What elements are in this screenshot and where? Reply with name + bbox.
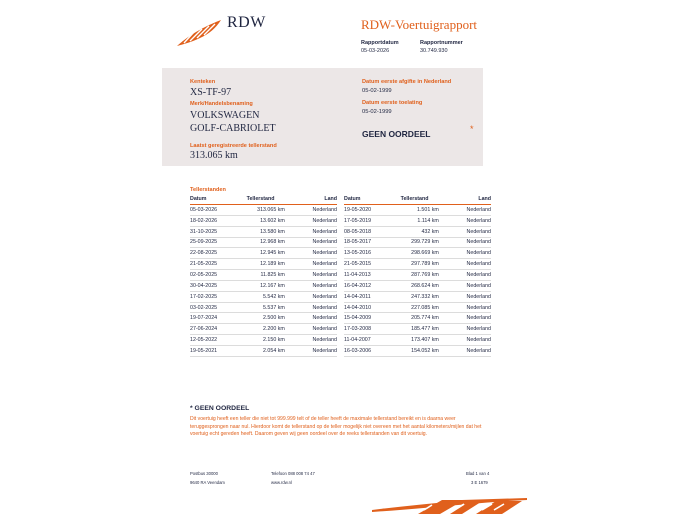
cell-country: Nederland — [285, 226, 337, 237]
cell-odometer: 2.054 km — [237, 345, 285, 356]
make-label: Merk/Handelsbenaming — [190, 101, 253, 107]
cell-date: 17-02-2025 — [190, 291, 237, 302]
cell-odometer: 1.114 km — [391, 215, 439, 226]
cell-country: Nederland — [285, 237, 337, 248]
cell-country: Nederland — [285, 335, 337, 346]
last-odometer-value: 313.065 km — [190, 150, 238, 161]
cell-odometer: 154.052 km — [391, 345, 439, 356]
cell-date: 31-10-2025 — [190, 226, 237, 237]
cell-country: Nederland — [439, 259, 491, 270]
cell-odometer: 12.968 km — [237, 237, 285, 248]
cell-odometer: 268.624 km — [391, 280, 439, 291]
table-row — [190, 215, 337, 226]
cell-country: Nederland — [439, 270, 491, 281]
odometer-section-title: Tellerstanden — [190, 187, 226, 193]
footer-website: www.rdw.nl — [271, 480, 292, 485]
cell-country: Nederland — [285, 302, 337, 313]
cell-odometer: 13.580 km — [237, 226, 285, 237]
table-row — [344, 335, 491, 346]
cell-date: 05-03-2026 — [190, 205, 237, 216]
first-admission-value: 05-02-1999 — [362, 109, 392, 115]
cell-date: 17-05-2019 — [344, 215, 391, 226]
table-header-row — [344, 195, 491, 205]
footer-page-number: Blad 1 van 4 — [466, 471, 490, 476]
cell-odometer: 12.945 km — [237, 248, 285, 259]
cell-country: Nederland — [439, 291, 491, 302]
cell-date: 27-06-2024 — [190, 324, 237, 335]
cell-odometer: 2.500 km — [237, 313, 285, 324]
cell-date: 02-05-2025 — [190, 270, 237, 281]
cell-country: Nederland — [439, 226, 491, 237]
header-date: Datum — [190, 195, 237, 205]
cell-country: Nederland — [285, 248, 337, 259]
cell-odometer: 299.729 km — [391, 237, 439, 248]
cell-odometer: 12.189 km — [237, 259, 285, 270]
cell-date: 17-03-2008 — [344, 324, 391, 335]
odometer-table-left — [190, 195, 337, 357]
cell-country: Nederland — [285, 345, 337, 356]
cell-date: 11-04-2013 — [344, 270, 391, 281]
cell-date: 19-07-2024 — [190, 313, 237, 324]
cell-country: Nederland — [439, 324, 491, 335]
first-admission-label: Datum eerste toelating — [362, 100, 423, 106]
last-odometer-label: Laatst geregistreerde tellerstand — [190, 143, 277, 149]
footer-phone: Telefoon 088 008 74 47 — [271, 471, 315, 476]
cell-country: Nederland — [285, 215, 337, 226]
cell-odometer: 5.537 km — [237, 302, 285, 313]
table-row — [190, 291, 337, 302]
footer-code: 3 E 1679 — [471, 480, 488, 485]
cell-odometer: 11.825 km — [237, 270, 285, 281]
cell-odometer: 205.774 km — [391, 313, 439, 324]
cell-odometer: 5.542 km — [237, 291, 285, 302]
cell-odometer: 247.332 km — [391, 291, 439, 302]
cell-date: 11-04-2007 — [344, 335, 391, 346]
cell-odometer: 298.669 km — [391, 248, 439, 259]
plate-label: Kenteken — [190, 79, 216, 85]
table-row — [344, 324, 491, 335]
table-row — [344, 215, 491, 226]
table-row — [344, 259, 491, 270]
cell-country: Nederland — [285, 313, 337, 324]
cell-odometer: 313.065 km — [237, 205, 285, 216]
table-row — [344, 205, 491, 216]
table-row — [344, 280, 491, 291]
cell-odometer: 13.602 km — [237, 215, 285, 226]
cell-country: Nederland — [439, 313, 491, 324]
note-text: Dit voertuig heeft een teller die niet tot 999.999 telt of de teller heeft de maximale tellerstand bereikt en is daarna weer teruggesprongen naar nul. Hierdoor komt de tellerstand op de teller mogelijk niet overeen met het aantal kilometers/mijlen dat het voertuig echt gereden heeft. Daarom geven wij geen oordeel over de reeks tellerstanden van dit voertuig. — [190, 416, 482, 438]
cell-date: 08-05-2018 — [344, 226, 391, 237]
cell-date: 21-05-2025 — [190, 259, 237, 270]
table-row — [344, 302, 491, 313]
table-row — [344, 291, 491, 302]
cell-odometer: 297.789 km — [391, 259, 439, 270]
cell-country: Nederland — [285, 291, 337, 302]
cell-date: 22-08-2025 — [190, 248, 237, 259]
cell-country: Nederland — [439, 215, 491, 226]
report-date-value: 05-03-2026 — [361, 48, 390, 54]
table-row — [344, 226, 491, 237]
cell-date: 03-02-2025 — [190, 302, 237, 313]
footer-decoration-icon — [372, 496, 527, 514]
cell-date: 25-09-2025 — [190, 237, 237, 248]
cell-country: Nederland — [285, 205, 337, 216]
cell-odometer: 287.769 km — [391, 270, 439, 281]
cell-date: 18-05-2017 — [344, 237, 391, 248]
note-title: * GEEN OORDEEL — [190, 405, 250, 412]
header-country: Land — [285, 195, 337, 205]
cell-country: Nederland — [439, 205, 491, 216]
report-title: RDW-Voertuigrapport — [361, 17, 478, 32]
table-row — [344, 248, 491, 259]
cell-odometer: 2.150 km — [237, 335, 285, 346]
cell-country: Nederland — [439, 248, 491, 259]
plate-value: XS-TF-97 — [190, 87, 232, 98]
model-value: GOLF-CABRIOLET — [190, 123, 276, 134]
table-row — [190, 280, 337, 291]
first-issue-nl-value: 05-02-1999 — [362, 88, 392, 94]
header-odometer: Tellerstand — [237, 195, 285, 205]
cell-odometer: 2.200 km — [237, 324, 285, 335]
table-row — [344, 270, 491, 281]
footer-address-line1: Postbus 30000 — [190, 471, 218, 476]
table-row — [190, 335, 337, 346]
brand-name: RDW — [227, 14, 266, 31]
table-row — [190, 313, 337, 324]
cell-date: 14-04-2011 — [344, 291, 391, 302]
cell-odometer: 173.407 km — [391, 335, 439, 346]
make-value: VOLKSWAGEN — [190, 110, 260, 121]
table-row — [190, 302, 337, 313]
cell-country: Nederland — [439, 237, 491, 248]
cell-odometer: 432 km — [391, 226, 439, 237]
cell-date: 18-02-2026 — [190, 215, 237, 226]
cell-odometer: 227.085 km — [391, 302, 439, 313]
cell-country: Nederland — [285, 324, 337, 335]
cell-odometer: 12.167 km — [237, 280, 285, 291]
report-date-label: Rapportdatum — [361, 40, 399, 46]
cell-country: Nederland — [439, 335, 491, 346]
cell-date: 16-03-2006 — [344, 345, 391, 356]
cell-date: 19-05-2021 — [190, 345, 237, 356]
table-row — [190, 226, 337, 237]
table-row — [190, 324, 337, 335]
cell-date: 14-04-2010 — [344, 302, 391, 313]
table-row — [190, 259, 337, 270]
cell-country: Nederland — [285, 270, 337, 281]
footer-address-line2: 9640 RA Veendam — [190, 480, 225, 485]
rdw-logo-icon — [176, 19, 222, 47]
header-date: Datum — [344, 195, 391, 205]
odometer-table-right — [344, 195, 491, 357]
cell-date: 21-05-2015 — [344, 259, 391, 270]
table-header-row — [190, 195, 337, 205]
table-row — [344, 345, 491, 356]
cell-date: 15-04-2009 — [344, 313, 391, 324]
verdict-asterisk: * — [470, 124, 474, 134]
cell-country: Nederland — [439, 345, 491, 356]
table-row — [190, 237, 337, 248]
cell-date: 12-05-2022 — [190, 335, 237, 346]
verdict-text: GEEN OORDEEL — [362, 129, 431, 139]
cell-country: Nederland — [285, 259, 337, 270]
header-odometer: Tellerstand — [391, 195, 439, 205]
table-row — [344, 237, 491, 248]
cell-country: Nederland — [285, 280, 337, 291]
table-row — [190, 205, 337, 216]
table-row — [344, 313, 491, 324]
cell-date: 13-05-2016 — [344, 248, 391, 259]
cell-date: 19-05-2020 — [344, 205, 391, 216]
cell-date: 16-04-2012 — [344, 280, 391, 291]
cell-country: Nederland — [439, 280, 491, 291]
cell-country: Nederland — [439, 302, 491, 313]
cell-odometer: 185.477 km — [391, 324, 439, 335]
table-row — [190, 270, 337, 281]
report-number-value: 30.749.930 — [420, 48, 448, 54]
cell-odometer: 1.501 km — [391, 205, 439, 216]
cell-date: 30-04-2025 — [190, 280, 237, 291]
table-row — [190, 345, 337, 356]
table-row — [190, 248, 337, 259]
first-issue-nl-label: Datum eerste afgifte in Nederland — [362, 79, 452, 85]
report-number-label: Rapportnummer — [420, 40, 463, 46]
header-country: Land — [439, 195, 491, 205]
